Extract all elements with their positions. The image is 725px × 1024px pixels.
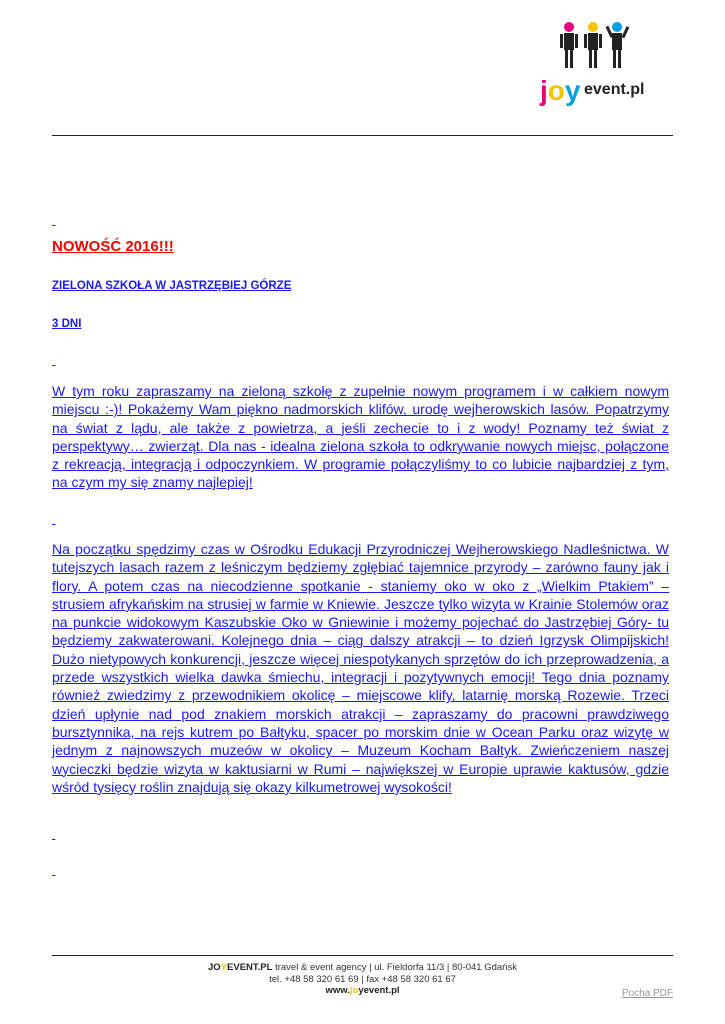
program-paragraph[interactable]: Na początku spędzimy czas w Ośrodku Edukacji Przyrodniczej Wejherowskiego Nadleśnictwa. W tutejszych lasach razem z leśniczym będziemy zgłębiać tajemnice przyrody – zarówno fauny jak i flory. A potem czas na niecodzienne spotkanie - staniemy oko w oko z „Wielkim Ptakiem” – strusiem afrykańskim na strusiej w farmie w Kniewie. Jeszcze tylko wizyta w Krainie Stolemów oraz na punkcie widokowym Kaszubskie Oko w Gniewinie i możemy pojechać do Jastrzębiej Góry- tu będziemy zakwaterowani. Kolejnego dnia – ciąg dalszy atrakcji – to dzień Igrzysk Olimpijskich! Dużo nietypowych konkurencji, jeszcze więcej niespotykanych sprzętów do ich przeprowadzenia, a przede wszystkich wielka dawka śmiechu, integracji i pozytywnych emocji! Tego dnia poznamy również zwiedzimy z przewodnikiem okolicę – miejscowe klify, latarnię morską Rozewie. Trzeci dzień upłynie nad pod znakiem morskich atrakcji – zapraszamy do pracowni prawdziwego bursztynnika, na rejs kutrem po Bałtyku, spacer po morskim dnie w Ocean Parku oraz wizytę w jednym z najnowszych muzeów w okolicy – Muzeum Kocham Bałtyk. Zwieńczeniem naszej wycieczki będzie wizyta w kaktusiarni w Rumi – największej w Europie uprawie kaktusów, gdzie wśród tysięcy roślin znajdują się okazy kilkumetrowej wysokości! — [52, 541, 669, 795]
joyevent-logo — [536, 18, 656, 110]
footer-line-address: JOYEVENT.PL travel & event agency | ul. Fieldorfa 11/3 | 80-041 Gdańsk — [208, 962, 517, 973]
footer-line-phone: tel. +48 58 320 61 69 | fax +48 58 320 61 67 — [269, 973, 456, 985]
footer-brand: JOYEVENT.PL — [208, 962, 273, 973]
pdf-link[interactable]: Pocha PDF — [621, 988, 673, 999]
empty-link-marker[interactable] — [52, 513, 55, 525]
intro-paragraph[interactable]: W tym roku zapraszamy na zieloną szkołę z zupełnie nowym programem i w całkiem nowym miejscu :-)! Pokażemy Wam piękno nadmorskich klifów, urodę wejherowskich lasów. Popatrzymy na świat z lądu, ale także z powietrza, a jeśli zechecie to i z wody! Poznamy też świat z perspektywy… zwierząt. Dla nas - idealna zielona szkoła to odkrywanie nowych miejsc, połączone z rekreacją, integracją i odpoczynkiem. W programie połączyliśmy to co lubicie najbardziej z tym, na czym my się znamy najlepiej! — [52, 383, 669, 491]
footer — [0, 962, 725, 997]
empty-link-marker[interactable] — [52, 828, 55, 840]
bottom-divider — [52, 955, 673, 956]
people-figures-icon — [560, 22, 629, 68]
empty-link-marker[interactable] — [52, 354, 55, 366]
svg-text:joy: joy — [540, 75, 581, 106]
novelty-heading[interactable]: NOWOŚĆ 2016!!! — [52, 238, 174, 255]
footer-website[interactable]: www.joyevent.pl — [325, 985, 400, 996]
empty-link-marker[interactable] — [52, 864, 55, 876]
duration-heading[interactable]: 3 DNI — [52, 318, 82, 330]
empty-link-marker[interactable] — [52, 214, 55, 226]
svg-text:event.pl: event.pl — [584, 81, 645, 98]
top-divider — [52, 135, 673, 136]
school-heading[interactable]: ZIELONA SZKOŁA W JASTRZĘBIEJ GÓRZE — [52, 280, 292, 292]
